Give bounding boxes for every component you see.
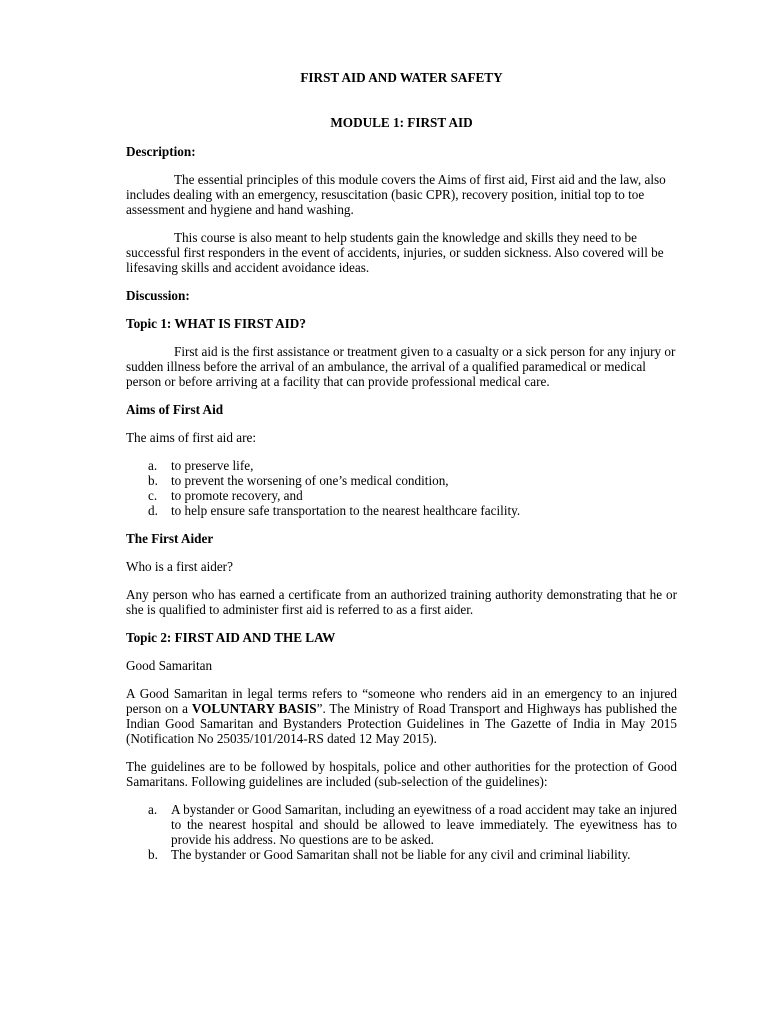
topic1-paragraph: First aid is the first assistance or treatment given to a casualty or a sick person for any injury or sudden illness before the arrival of an ambulance, the arrival of a qualified paramedical or medical person or before arriving at a facility that can provide professional medical care.	[126, 344, 676, 389]
good-samaritan-paragraph: A Good Samaritan in legal terms refers to “someone who renders aid in an emergency to an injured person on a VOLUNTARY BASIS”. The Ministry of Road Transport and Highways has published the Indian Good Samaritan and Bystanders Protection Guidelines in The Gazette of India in May 2015 (Notification No 25035/101/2014-RS dated 12 May 2015).	[126, 686, 677, 746]
first-aider-question: Who is a first aider?	[126, 559, 233, 574]
first-aider-paragraph: Any person who has earned a certificate from an authorized training authority demonstrating that he or she is qualified to administer first aid is referred to as a first aider.	[126, 587, 677, 617]
topic2-heading: Topic 2: FIRST AID AND THE LAW	[126, 630, 336, 645]
good-samaritan-label: Good Samaritan	[126, 658, 213, 673]
description-paragraph-1: The essential principles of this module covers the Aims of first aid, First aid and the law, also includes dealing with an emergency, resuscitation (basic CPR), recovery position, initial top to toe assessment and hygiene and hand washing.	[126, 172, 666, 217]
aims-heading: Aims of First Aid	[126, 402, 224, 417]
list-item: a. to preserve life,	[148, 458, 254, 473]
first-aider-heading: The First Aider	[126, 531, 214, 546]
description-paragraph-2: This course is also meant to help students gain the knowledge and skills they need to be successful first responders in the event of accidents, injuries, or sudden sickness. Also covered will be lifesaving skills and accident avoidance ideas.	[126, 230, 664, 275]
aims-list	[126, 458, 677, 518]
guidelines-paragraph: The guidelines are to be followed by hospitals, police and other authorities for the protection of Good Samaritans. Following guidelines are included (sub-selection of the guidelines):	[126, 759, 677, 789]
list-item: d. to help ensure safe transportation to the nearest healthcare facility.	[148, 503, 521, 518]
list-item: b. The bystander or Good Samaritan shall not be liable for any civil and criminal liability.	[148, 847, 631, 862]
document-title: FIRST AID AND WATER SAFETY	[300, 70, 503, 85]
discussion-heading: Discussion:	[126, 288, 190, 303]
topic1-heading: Topic 1: WHAT IS FIRST AID?	[126, 316, 306, 331]
list-item: c. to promote recovery, and	[148, 488, 303, 503]
description-heading: Description:	[126, 144, 196, 159]
list-item: a. A bystander or Good Samaritan, including an eyewitness of a road accident may take an injured to the nearest hospital and should be allowed to leave immediately. The eyewitness has to provide his address. No questions are to be asked.	[148, 802, 677, 847]
aims-intro: The aims of first aid are:	[126, 430, 256, 445]
guidelines-list	[126, 802, 677, 862]
document-body	[126, 70, 677, 862]
module-heading: MODULE 1: FIRST AID	[330, 115, 473, 130]
list-item: b. to prevent the worsening of one’s medical condition,	[148, 473, 449, 488]
